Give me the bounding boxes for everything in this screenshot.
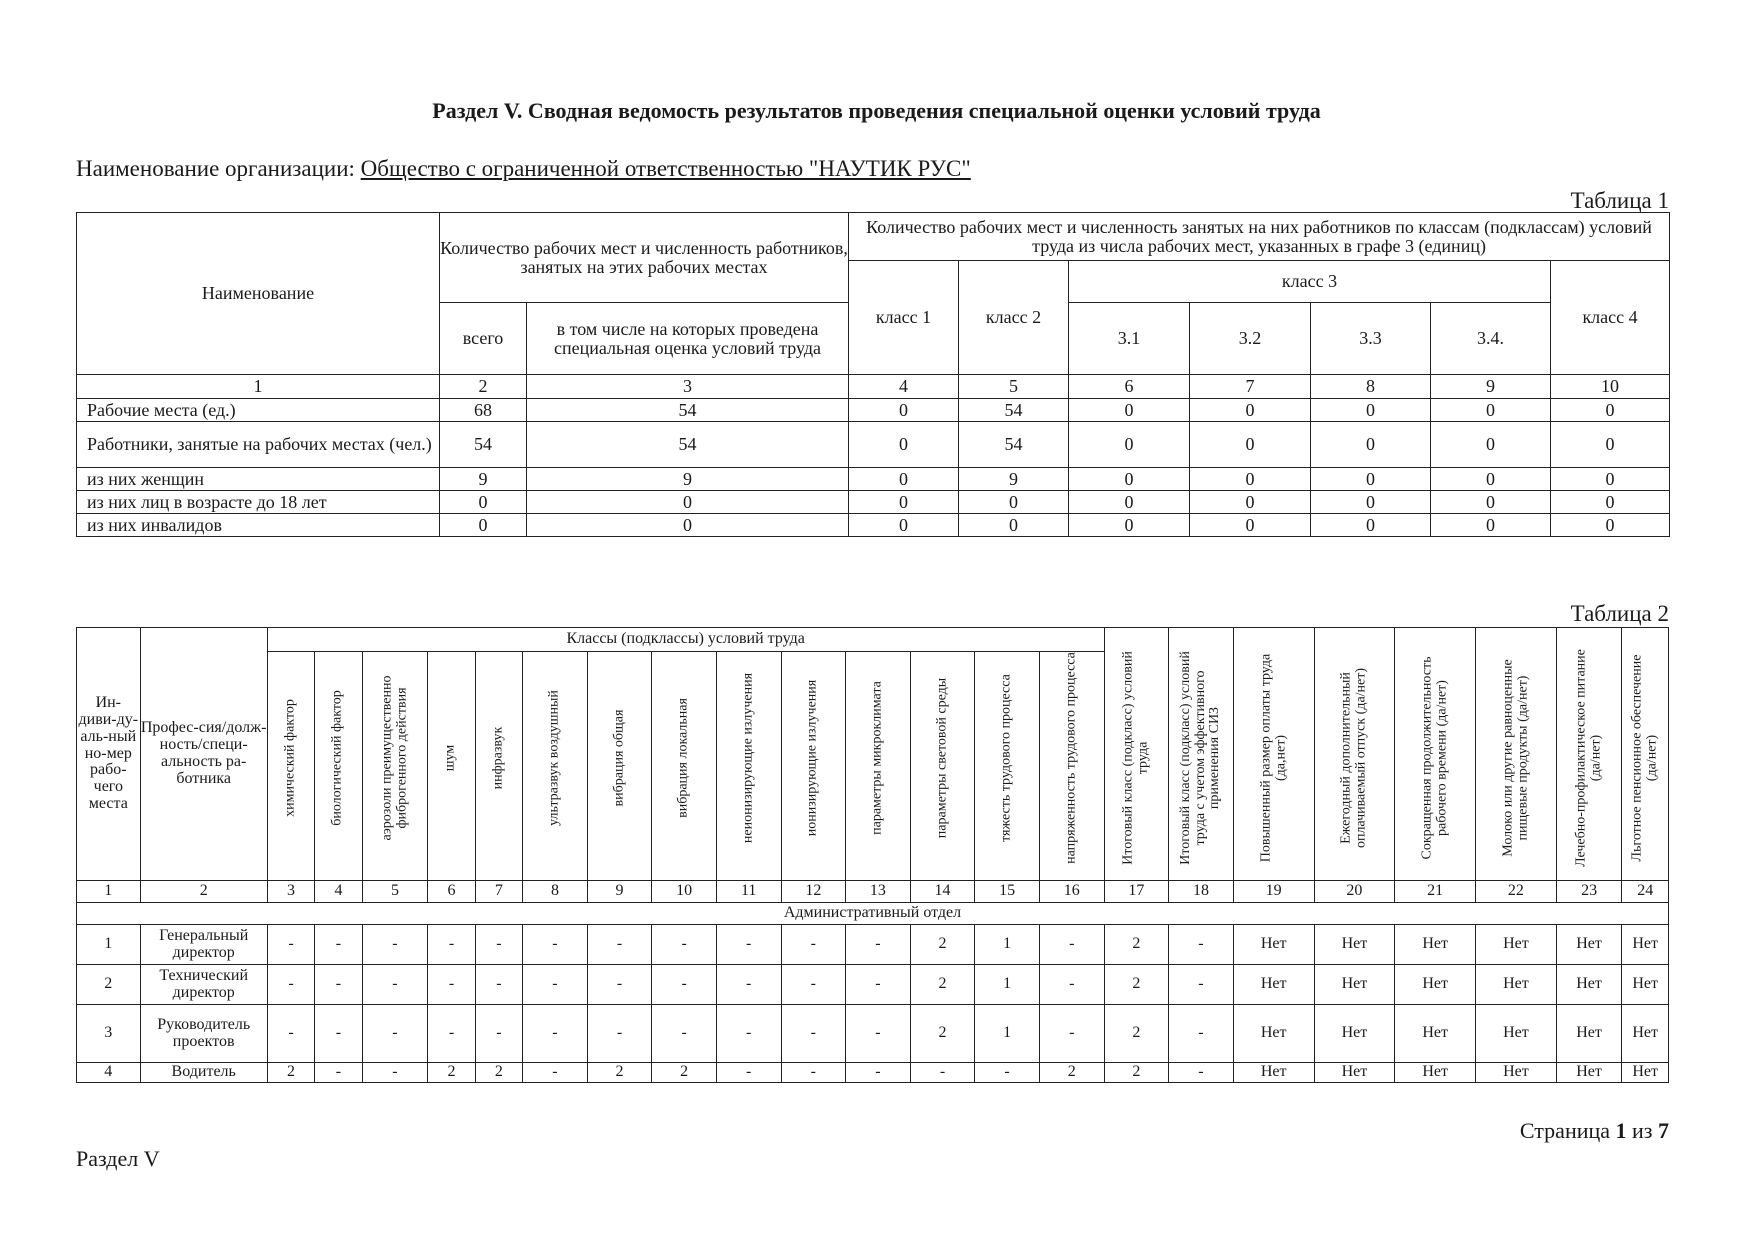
guarantee-cell: Нет xyxy=(1233,965,1314,1005)
guarantee-cell: Нет xyxy=(1395,925,1476,965)
guarantee-cell: Нет xyxy=(1314,1063,1395,1083)
t2-header-factor xyxy=(523,652,588,881)
results-table xyxy=(76,627,1669,1083)
t1-cell: 0 xyxy=(849,468,959,491)
guarantee-cell: Нет xyxy=(1622,925,1669,965)
final-class-siz-cell: - xyxy=(1169,1005,1234,1063)
guarantee-cell: Нет xyxy=(1622,1005,1669,1063)
t1-cell: 0 xyxy=(1431,468,1551,491)
t2-col-number: 22 xyxy=(1476,881,1557,903)
t1-cell: 0 xyxy=(1190,468,1311,491)
factor-class-cell: - xyxy=(781,925,846,965)
t1-cell: 0 xyxy=(1069,399,1190,422)
t2-col-number: 21 xyxy=(1395,881,1476,903)
t2-col-number: 12 xyxy=(781,881,846,903)
footer-section-label: Раздел V xyxy=(76,1146,160,1171)
factor-class-cell: - xyxy=(716,965,781,1005)
t2-col-number: 17 xyxy=(1104,881,1169,903)
t1-cell: 0 xyxy=(1431,422,1551,468)
t2-header-id: Ин-диви-ду-аль-ный но-мер рабо-чего места xyxy=(77,628,141,881)
t1-cell: 9 xyxy=(959,468,1069,491)
t2-header-factor xyxy=(846,652,911,881)
t1-col-number: 5 xyxy=(959,375,1069,399)
profession-name: Технический директор xyxy=(140,965,267,1005)
factor-class-cell: - xyxy=(362,965,428,1005)
final-class-siz-cell: - xyxy=(1169,965,1234,1005)
factor-class-cell: - xyxy=(362,925,428,965)
factor-class-cell: - xyxy=(523,965,588,1005)
t2-col-number: 19 xyxy=(1233,881,1314,903)
t2-header-factor xyxy=(1039,652,1104,881)
factor-class-cell: - xyxy=(475,1005,522,1063)
t1-cell: 0 xyxy=(1069,468,1190,491)
factor-class-cell: 1 xyxy=(975,925,1040,965)
page-indicator xyxy=(1520,1118,1669,1144)
t1-header-c31: 3.1 xyxy=(1069,303,1190,375)
t2-header-final-class xyxy=(1104,628,1169,881)
t2-col-number: 5 xyxy=(362,881,428,903)
t2-header-factor-text: ультразвук воздушный xyxy=(546,690,562,826)
t2-header-extra xyxy=(1395,628,1476,881)
factor-class-cell: - xyxy=(428,925,475,965)
t1-row xyxy=(77,514,1670,537)
t1-col-number: 2 xyxy=(440,375,527,399)
t2-header-extra xyxy=(1476,628,1557,881)
guarantee-cell: Нет xyxy=(1314,925,1395,965)
t1-cell: 54 xyxy=(959,422,1069,468)
t1-col-number: 3 xyxy=(527,375,849,399)
t1-cell: 0 xyxy=(1551,514,1670,537)
page-label: Страница xyxy=(1519,1118,1611,1143)
t1-cell: 0 xyxy=(849,491,959,514)
factor-class-cell: - xyxy=(315,1063,362,1083)
summary-table xyxy=(76,212,1670,537)
t2-header-factor-text: шум xyxy=(443,744,459,772)
factor-class-cell: - xyxy=(362,1005,428,1063)
section-heading: Административный отдел xyxy=(77,903,1669,925)
factor-class-cell: - xyxy=(362,1063,428,1083)
t2-header-factor xyxy=(475,652,522,881)
factor-class-cell: 2 xyxy=(428,1063,475,1083)
t2-col-number: 20 xyxy=(1314,881,1395,903)
t2-row xyxy=(77,1063,1669,1083)
t2-header-final-class-siz xyxy=(1169,628,1234,881)
t1-cell: 0 xyxy=(1311,399,1431,422)
guarantee-cell: Нет xyxy=(1622,965,1669,1005)
t2-header-profession: Профес-сия/долж-ность/специ-альность ра-ботника xyxy=(140,628,267,881)
t2-col-number: 16 xyxy=(1039,881,1104,903)
t2-col-number: 8 xyxy=(523,881,588,903)
factor-class-cell: 2 xyxy=(587,1063,652,1083)
organization-label: Наименование организации: xyxy=(76,156,355,181)
t2-header-extra-text: Льготное пенсионное обеспечение (да/нет) xyxy=(1629,654,1660,862)
t2-header-factor-text: тяжесть трудового процесса xyxy=(998,674,1014,842)
t1-cell: 0 xyxy=(1551,468,1670,491)
t1-row-label: из них лиц в возрасте до 18 лет xyxy=(77,491,440,514)
factor-class-cell: - xyxy=(781,965,846,1005)
guarantee-cell: Нет xyxy=(1314,965,1395,1005)
factor-class-cell: - xyxy=(267,925,314,965)
t2-header-extra xyxy=(1314,628,1395,881)
t1-cell: 0 xyxy=(849,399,959,422)
t2-col-number: 3 xyxy=(267,881,314,903)
t1-header-c33: 3.3 xyxy=(1311,303,1431,375)
t2-header-factor xyxy=(781,652,846,881)
factor-class-cell: - xyxy=(587,1005,652,1063)
t1-col-number: 10 xyxy=(1551,375,1670,399)
t1-col-number: 8 xyxy=(1311,375,1431,399)
final-class-cell: 2 xyxy=(1104,1005,1169,1063)
t1-cell: 0 xyxy=(1311,468,1431,491)
guarantee-cell: Нет xyxy=(1476,925,1557,965)
factor-class-cell: - xyxy=(475,925,522,965)
t2-header-factor-text: параметры световой среды xyxy=(934,677,950,839)
factor-class-cell: 1 xyxy=(975,1005,1040,1063)
page-title: Раздел V. Сводная ведомость результатов проведения специальной оценки условий труда xyxy=(432,98,1321,123)
t1-cell: 0 xyxy=(1311,422,1431,468)
page-total: 7 xyxy=(1658,1118,1669,1143)
factor-class-cell: - xyxy=(716,1005,781,1063)
factor-class-cell: - xyxy=(716,1063,781,1083)
factor-class-cell: - xyxy=(1039,1005,1104,1063)
t2-header-factor xyxy=(428,652,475,881)
guarantee-cell: Нет xyxy=(1556,925,1622,965)
factor-class-cell: - xyxy=(975,1063,1040,1083)
t1-row xyxy=(77,399,1670,422)
t1-cell: 68 xyxy=(440,399,527,422)
t1-row-label: из них женщин xyxy=(77,468,440,491)
t2-header-extra-text: Молоко или другие равноценные пищевые продукты (да/нет) xyxy=(1500,659,1530,857)
t1-cell: 0 xyxy=(1311,491,1431,514)
t1-col-number: 9 xyxy=(1431,375,1551,399)
factor-class-cell: - xyxy=(846,1063,911,1083)
page-current: 1 xyxy=(1615,1118,1627,1143)
t2-header-extra-text: Сокращенная продолжительность рабочего времени (да/нет) xyxy=(1419,656,1450,860)
t2-header-final-class-text: Итоговый класс (подкласс) условий труда xyxy=(1120,651,1151,865)
t1-cell: 9 xyxy=(527,468,849,491)
t1-number-row xyxy=(77,375,1670,399)
t2-header-classes-group: Классы (подклассы) условий труда xyxy=(267,628,1104,652)
t2-header-factor-text: аэрозоли преимущественно фиброгенного действия xyxy=(379,675,409,841)
t1-col-number: 6 xyxy=(1069,375,1190,399)
t2-row xyxy=(77,1005,1669,1063)
t1-cell: 54 xyxy=(440,422,527,468)
t2-header-factor-text: инфразвук xyxy=(490,726,506,790)
t2-header-factor-text: вибрация общая xyxy=(611,709,627,807)
t1-cell: 0 xyxy=(1069,514,1190,537)
t2-header-extra xyxy=(1233,628,1314,881)
factor-class-cell: - xyxy=(587,965,652,1005)
guarantee-cell: Нет xyxy=(1233,1005,1314,1063)
t1-header-name: Наименование xyxy=(77,213,440,375)
factor-class-cell: - xyxy=(587,925,652,965)
factor-class-cell: - xyxy=(652,965,717,1005)
workplace-id: 2 xyxy=(77,965,141,1005)
t1-cell: 0 xyxy=(959,514,1069,537)
factor-class-cell: - xyxy=(315,925,362,965)
guarantee-cell: Нет xyxy=(1395,1005,1476,1063)
factor-class-cell: 2 xyxy=(1039,1063,1104,1083)
t1-cell: 0 xyxy=(1431,514,1551,537)
t2-header-factor-text: напряженность трудового процесса xyxy=(1063,652,1079,864)
t1-cell: 0 xyxy=(959,491,1069,514)
t2-header-extra xyxy=(1622,628,1669,881)
factor-class-cell: - xyxy=(428,1005,475,1063)
t1-header-group1: Количество рабочих мест и численность работников, занятых на этих рабочих местах xyxy=(440,213,849,303)
factor-class-cell: - xyxy=(781,1063,846,1083)
factor-class-cell: - xyxy=(475,965,522,1005)
t1-cell: 0 xyxy=(527,491,849,514)
t2-col-number: 1 xyxy=(77,881,141,903)
factor-class-cell: 1 xyxy=(975,965,1040,1005)
final-class-siz-cell: - xyxy=(1169,1063,1234,1083)
profession-name: Руководитель проектов xyxy=(140,1005,267,1063)
t1-header-class1: класс 1 xyxy=(849,261,959,375)
final-class-cell: 2 xyxy=(1104,965,1169,1005)
factor-class-cell: - xyxy=(267,1005,314,1063)
workplace-id: 4 xyxy=(77,1063,141,1083)
t2-col-number: 18 xyxy=(1169,881,1234,903)
t1-row-label: Работники, занятые на рабочих местах (чел.) xyxy=(77,422,440,468)
factor-class-cell: - xyxy=(523,925,588,965)
guarantee-cell: Нет xyxy=(1395,1063,1476,1083)
factor-class-cell: - xyxy=(267,965,314,1005)
t1-cell: 9 xyxy=(440,468,527,491)
final-class-siz-cell: - xyxy=(1169,925,1234,965)
t1-col-number: 4 xyxy=(849,375,959,399)
t1-cell: 0 xyxy=(1551,399,1670,422)
t2-col-number: 6 xyxy=(428,881,475,903)
profession-name: Генеральный директор xyxy=(140,925,267,965)
guarantee-cell: Нет xyxy=(1233,1063,1314,1083)
t2-header-extra-text: Повышенный размер оплаты труда (да,нет) xyxy=(1257,653,1288,863)
factor-class-cell: 2 xyxy=(910,1005,975,1063)
t1-row xyxy=(77,422,1670,468)
t2-header-factor-text: химический фактор xyxy=(282,699,298,817)
t1-cell: 54 xyxy=(527,399,849,422)
t1-header-total: всего xyxy=(440,303,527,375)
factor-class-cell: - xyxy=(846,1005,911,1063)
t1-cell: 0 xyxy=(849,422,959,468)
table2-caption: Таблица 2 xyxy=(1570,601,1669,626)
guarantee-cell: Нет xyxy=(1314,1005,1395,1063)
factor-class-cell: - xyxy=(910,1063,975,1083)
t1-header-class2: класс 2 xyxy=(959,261,1069,375)
factor-class-cell: - xyxy=(652,925,717,965)
t2-header-factor xyxy=(910,652,975,881)
t1-cell: 0 xyxy=(1551,422,1670,468)
factor-class-cell: - xyxy=(716,925,781,965)
factor-class-cell: - xyxy=(781,1005,846,1063)
factor-class-cell: - xyxy=(523,1005,588,1063)
t2-header-factor-text: параметры микроклимата xyxy=(869,681,885,835)
t2-row xyxy=(77,965,1669,1005)
page-of-label: из xyxy=(1632,1118,1653,1143)
guarantee-cell: Нет xyxy=(1476,1005,1557,1063)
t1-cell: 0 xyxy=(1190,422,1311,468)
factor-class-cell: - xyxy=(652,1005,717,1063)
t2-header-factor xyxy=(587,652,652,881)
factor-class-cell: - xyxy=(846,925,911,965)
factor-class-cell: 2 xyxy=(910,965,975,1005)
t2-header-factor-text: ионизирующие излучения xyxy=(804,679,820,837)
t1-header-c34: 3.4. xyxy=(1431,303,1551,375)
t1-header-assessed: в том числе на которых проведена специальная оценка условий труда xyxy=(527,303,849,375)
t2-header-extra-text: Ежегодный дополнительный оплачиваемый отпуск (да/нет) xyxy=(1338,667,1369,849)
factor-class-cell: - xyxy=(523,1063,588,1083)
t1-cell: 54 xyxy=(527,422,849,468)
t1-header-group2: Количество рабочих мест и численность занятых на них работников по классам (подклассам) условий труда из числа рабочих мест, указанных в графе 3 (единиц) xyxy=(849,213,1670,261)
t2-col-number: 7 xyxy=(475,881,522,903)
factor-class-cell: 2 xyxy=(267,1063,314,1083)
t1-row-label: из них инвалидов xyxy=(77,514,440,537)
t1-cell: 54 xyxy=(959,399,1069,422)
organization-name: Общество с ограниченной ответственностью "НАУТИК РУС" xyxy=(360,156,971,181)
t1-cell: 0 xyxy=(1069,422,1190,468)
profession-name: Водитель xyxy=(140,1063,267,1083)
t2-col-number: 23 xyxy=(1556,881,1622,903)
t1-cell: 0 xyxy=(440,514,527,537)
t1-header-class3: класс 3 xyxy=(1069,261,1551,303)
t1-cell: 0 xyxy=(849,514,959,537)
t2-header-factor xyxy=(716,652,781,881)
t2-header-factor xyxy=(652,652,717,881)
workplace-id: 3 xyxy=(77,1005,141,1063)
t2-col-number: 4 xyxy=(315,881,362,903)
factor-class-cell: - xyxy=(1039,965,1104,1005)
t1-row xyxy=(77,468,1670,491)
t1-cell: 0 xyxy=(440,491,527,514)
guarantee-cell: Нет xyxy=(1395,965,1476,1005)
guarantee-cell: Нет xyxy=(1233,925,1314,965)
t2-header-factor-text: неионизирующие излучения xyxy=(740,672,756,844)
final-class-cell: 2 xyxy=(1104,925,1169,965)
factor-class-cell: 2 xyxy=(910,925,975,965)
t2-header-factor xyxy=(315,652,362,881)
t2-col-number: 15 xyxy=(975,881,1040,903)
t1-cell: 0 xyxy=(1431,491,1551,514)
t1-row xyxy=(77,491,1670,514)
guarantee-cell: Нет xyxy=(1556,965,1622,1005)
factor-class-cell: 2 xyxy=(475,1063,522,1083)
t2-col-number: 11 xyxy=(716,881,781,903)
t2-col-number: 24 xyxy=(1622,881,1669,903)
factor-class-cell: - xyxy=(846,965,911,1005)
guarantee-cell: Нет xyxy=(1556,1005,1622,1063)
factor-class-cell: 2 xyxy=(652,1063,717,1083)
guarantee-cell: Нет xyxy=(1556,1063,1622,1083)
t2-header-factor-text: биологический фактор xyxy=(330,690,346,826)
t2-header-final-class-siz-text: Итоговый класс (подкласс) условий труда с учетом эффективного применения СИЗ xyxy=(1177,651,1223,865)
t1-cell: 0 xyxy=(1069,491,1190,514)
t2-col-number: 14 xyxy=(910,881,975,903)
organization-line xyxy=(76,156,971,182)
factor-class-cell: - xyxy=(1039,925,1104,965)
guarantee-cell: Нет xyxy=(1476,1063,1557,1083)
t1-col-number: 7 xyxy=(1190,375,1311,399)
t1-row-label: Рабочие места (ед.) xyxy=(77,399,440,422)
t2-header-factor xyxy=(362,652,428,881)
t1-cell: 0 xyxy=(1190,514,1311,537)
t2-col-number: 13 xyxy=(846,881,911,903)
guarantee-cell: Нет xyxy=(1476,965,1557,1005)
factor-class-cell: - xyxy=(315,965,362,1005)
t1-cell: 0 xyxy=(1190,399,1311,422)
t2-header-factor-text: вибрация локальная xyxy=(675,698,691,818)
t2-header-factor xyxy=(975,652,1040,881)
table1-caption: Таблица 1 xyxy=(1570,188,1669,213)
t2-header-extra-text: Лечебно-профилактическое питание (да/нет) xyxy=(1573,649,1604,867)
t2-col-number: 2 xyxy=(140,881,267,903)
t1-col-number: 1 xyxy=(77,375,440,399)
t1-header-class4: класс 4 xyxy=(1551,261,1670,375)
t2-col-number: 10 xyxy=(652,881,717,903)
factor-class-cell: - xyxy=(315,1005,362,1063)
t1-cell: 0 xyxy=(1311,514,1431,537)
t1-cell: 0 xyxy=(1551,491,1670,514)
t1-cell: 0 xyxy=(1190,491,1311,514)
t2-header-factor xyxy=(267,652,314,881)
workplace-id: 1 xyxy=(77,925,141,965)
t2-row xyxy=(77,925,1669,965)
t2-header-extra xyxy=(1556,628,1622,881)
guarantee-cell: Нет xyxy=(1622,1063,1669,1083)
final-class-cell: 2 xyxy=(1104,1063,1169,1083)
t1-header-c32: 3.2 xyxy=(1190,303,1311,375)
factor-class-cell: - xyxy=(428,965,475,1005)
t1-cell: 0 xyxy=(527,514,849,537)
t2-col-number: 9 xyxy=(587,881,652,903)
t1-cell: 0 xyxy=(1431,399,1551,422)
